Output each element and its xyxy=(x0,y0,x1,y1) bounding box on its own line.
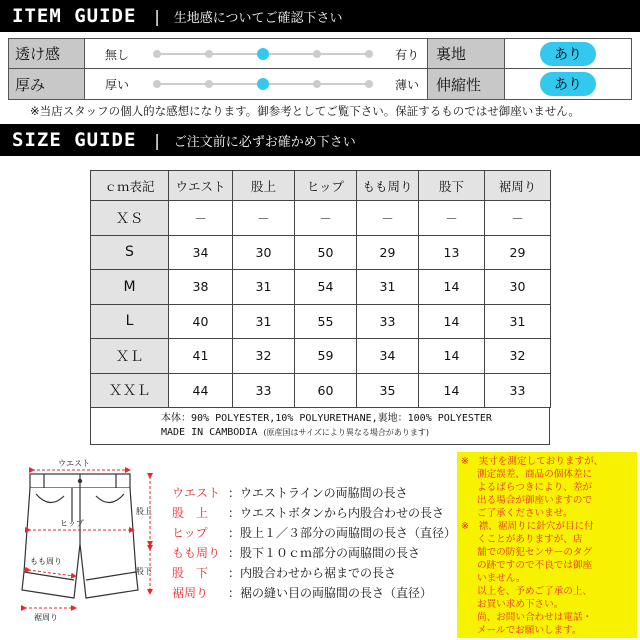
scale-dot xyxy=(205,50,213,58)
header-cell: ｃｍ表記 xyxy=(91,171,169,201)
measurement-cell: 41 xyxy=(169,339,233,374)
item-guide-header xyxy=(0,0,640,32)
scale-min-label: 無し xyxy=(105,48,130,62)
measurement-cell: 31 xyxy=(233,270,295,305)
measurement-cell: 33 xyxy=(485,373,551,408)
measurement-cell: 59 xyxy=(295,339,357,374)
warning-line: 測定誤差、商品の個体差に xyxy=(477,469,593,480)
header-cell: 股上 xyxy=(233,171,295,201)
measurement-cell: 33 xyxy=(233,373,295,408)
material-composition: 本体：90% POLYESTER,10% POLYURETHANE,裏地：100% POLYESTER xyxy=(161,413,492,424)
measurement-cell: 14 xyxy=(419,373,485,408)
measurement-cell: 30 xyxy=(233,235,295,270)
warning-line: 尚、お問い合わせは電話・ xyxy=(477,612,593,623)
fabric-row-thickness xyxy=(9,69,631,99)
origin-note: (原産国はサイズにより異なる場合があります) xyxy=(263,428,429,437)
size-table xyxy=(90,170,551,408)
measurement-cell: 38 xyxy=(169,270,233,305)
scale-dot xyxy=(365,50,373,58)
table-row xyxy=(91,235,551,270)
measurement-diagram xyxy=(0,452,640,640)
scale-dot-active xyxy=(257,48,269,60)
scale-dot-active xyxy=(257,78,269,90)
label-rise: 股上 xyxy=(136,507,152,516)
property-value xyxy=(505,69,631,99)
table-header-row xyxy=(91,171,551,201)
value-pill: あり xyxy=(540,72,596,96)
desc-rise: 股 上 ：ウエストボタンから内股合わせの長さ xyxy=(172,506,445,520)
warning-line: 以上を、予めご了承の上、 xyxy=(477,586,593,597)
warning-line: くことがありますが、店 xyxy=(477,534,583,545)
scale-dot xyxy=(205,80,213,88)
size-guide-header xyxy=(0,124,640,156)
measurement-cell: 32 xyxy=(485,339,551,374)
fabric-scale xyxy=(85,69,427,99)
fabric-scale xyxy=(85,39,427,68)
measurement-cell: 30 xyxy=(485,270,551,305)
label-inseam: 股下 xyxy=(136,567,152,576)
label-waist: ウエスト xyxy=(58,459,90,468)
scale-max-label: 薄い xyxy=(395,78,420,92)
header-cell: ヒップ xyxy=(295,171,357,201)
warning-line: いません。 xyxy=(477,573,526,584)
value-pill: あり xyxy=(540,42,596,66)
size-guide-subtitle: ご注文前に必ずお確かめ下さい xyxy=(173,134,356,150)
measurement-cell: 40 xyxy=(169,304,233,339)
label-hem: 裾周り xyxy=(34,613,58,622)
scale-dot xyxy=(313,50,321,58)
header-separator: | xyxy=(154,130,160,150)
header-separator: | xyxy=(154,6,160,26)
property-value xyxy=(505,39,631,68)
scale-min-label: 厚い xyxy=(105,78,130,92)
size-label-cell: ＸＳ xyxy=(91,201,169,236)
property-label: 伸縮性 xyxy=(427,69,505,99)
measurement-cell: － xyxy=(169,201,233,236)
measurement-cell: 31 xyxy=(233,304,295,339)
staff-note: ※当店スタッフの個人的な感想になります。御参考としてご覧下さい。保証するものではせ御座いません。 xyxy=(30,104,580,118)
measurement-cell: 31 xyxy=(485,304,551,339)
measurement-cell: － xyxy=(357,201,419,236)
measurement-cell: 44 xyxy=(169,373,233,408)
fabric-row-transparency xyxy=(9,39,631,69)
measurement-cell: 32 xyxy=(233,339,295,374)
fabric-label: 透け感 xyxy=(9,39,85,68)
label-hip: ヒップ xyxy=(60,519,84,528)
measurement-cell: 50 xyxy=(295,235,357,270)
measurement-cell: 33 xyxy=(357,304,419,339)
size-label-cell: ＸＸＬ xyxy=(91,373,169,408)
size-guide-title: SIZE GUIDE xyxy=(12,129,137,151)
warning-line: ※ 襟、裾周りに針穴が目に付 xyxy=(461,521,594,532)
measurement-cell: 14 xyxy=(419,270,485,305)
shorts-outline xyxy=(22,474,138,598)
desc-hip: ヒップ ：股上１／３部分の両脇間の長さ（直径） xyxy=(172,526,457,540)
table-row xyxy=(91,201,551,236)
measurement-cell: 31 xyxy=(357,270,419,305)
warning-line: 舗での防犯センサーのタグ xyxy=(477,547,593,558)
desc-inseam: 股 下 ：内股合わせから裾までの長さ xyxy=(172,566,397,580)
warning-line: 出る場合が御座いますので xyxy=(477,495,593,506)
table-row xyxy=(91,373,551,408)
item-guide-title: ITEM GUIDE xyxy=(12,5,137,27)
item-guide-grid xyxy=(8,38,632,100)
measurement-cell: 29 xyxy=(485,235,551,270)
measurement-cell: － xyxy=(419,201,485,236)
warning-line: ご了承くださいませ。 xyxy=(477,508,573,519)
measurement-cell: 13 xyxy=(419,235,485,270)
warning-line: お買い求め下さい。 xyxy=(477,599,564,610)
header-cell: 股下 xyxy=(419,171,485,201)
header-cell: ウエスト xyxy=(169,171,233,201)
measurement-cell: 34 xyxy=(357,339,419,374)
label-thigh: もも周り xyxy=(30,557,62,566)
size-label-cell: S xyxy=(91,235,169,270)
measurement-cell: － xyxy=(233,201,295,236)
fabric-label: 厚み xyxy=(9,69,85,99)
shorts-illustration xyxy=(0,452,170,640)
warning-line: ※ 実寸を測定しておりますが、 xyxy=(461,456,604,467)
property-label: 裏地 xyxy=(427,39,505,68)
measurement-cell: － xyxy=(295,201,357,236)
made-in: MADE IN CAMBODIA xyxy=(161,427,258,438)
warning-box xyxy=(457,452,637,638)
item-guide-subtitle: 生地感についてご確認下さい xyxy=(173,10,343,26)
warning-line: の跡ですので不良では御座 xyxy=(477,560,593,571)
scale-dot xyxy=(365,80,373,88)
measurement-cell: 60 xyxy=(295,373,357,408)
warning-line: メールでお願いします。 xyxy=(477,625,582,636)
table-row xyxy=(91,270,551,305)
measurement-cell: 34 xyxy=(169,235,233,270)
warning-line: よるばらつきにより、差が xyxy=(477,482,593,493)
header-cell: 裾周り xyxy=(485,171,551,201)
material-info xyxy=(90,407,550,445)
scale-dot xyxy=(153,50,161,58)
desc-waist: ウエスト ：ウエストラインの両脇間の長さ xyxy=(172,486,408,500)
measurement-cell: 14 xyxy=(419,304,485,339)
measurement-cell: 29 xyxy=(357,235,419,270)
table-row xyxy=(91,339,551,374)
measurement-cell: 35 xyxy=(357,373,419,408)
measurement-cell: － xyxy=(485,201,551,236)
desc-thigh: もも周り ：股下１０ｃｍ部分の両脇間の長さ xyxy=(172,546,421,560)
measurement-cell: 55 xyxy=(295,304,357,339)
size-label-cell: ＸＬ xyxy=(91,339,169,374)
desc-hem: 裾周り ：裾の縫い目の両脇間の長さ（直径） xyxy=(172,586,433,600)
scale-dot xyxy=(153,80,161,88)
measurement-cell: 54 xyxy=(295,270,357,305)
table-row xyxy=(91,304,551,339)
button-icon xyxy=(78,479,82,483)
scale-dot xyxy=(313,80,321,88)
size-label-cell: L xyxy=(91,304,169,339)
scale-max-label: 有り xyxy=(395,48,420,62)
size-label-cell: M xyxy=(91,270,169,305)
header-cell: もも周り xyxy=(357,171,419,201)
measurement-cell: 14 xyxy=(419,339,485,374)
